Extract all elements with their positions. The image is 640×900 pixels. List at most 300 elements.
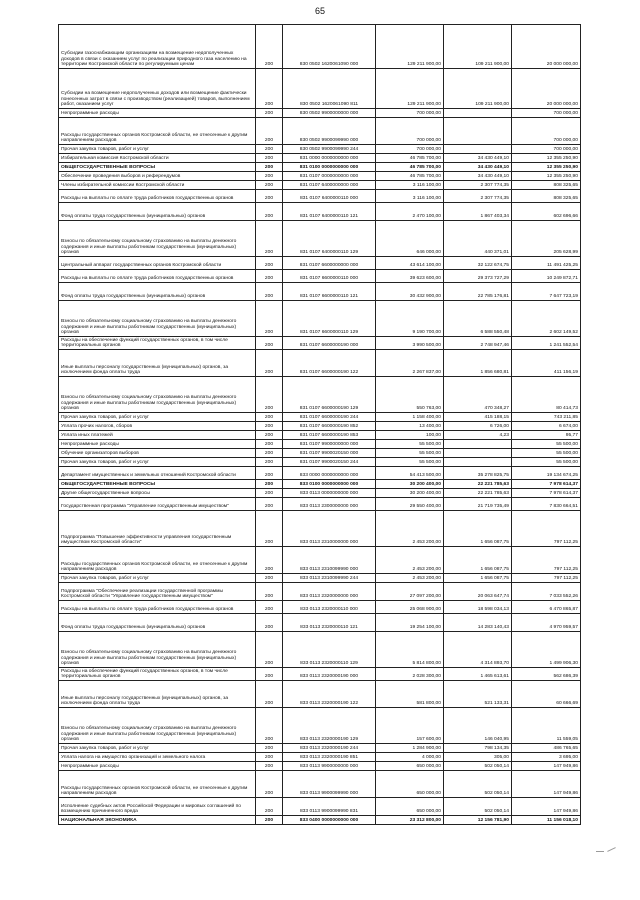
row-executed-cell: 109 211 900,00 [444,25,512,69]
row-line-code-cell: 200 [256,337,283,350]
table-row [59,337,581,350]
row-executed-cell: 35 278 825,75 [444,467,512,480]
row-line-code-cell: 200 [256,798,283,816]
row-executed-cell: 305,00 [444,753,512,762]
row-name-cell: Подпрограмма "Обеспечение реализации государственной программы Костромской области "Управление государственным имуществом" [59,583,256,601]
row-approved-cell: 4 000,00 [376,753,444,762]
row-executed-cell [444,440,512,449]
row-approved-cell: 5 814 800,00 [376,632,444,668]
row-executed-cell [444,145,512,154]
row-kbk-cell: 833 0113 2320000190 122 [283,681,376,708]
row-kbk-cell: 831 0107 6600000110 129 [283,301,376,337]
row-approved-cell: 43 614 100,00 [376,257,444,270]
row-name-cell: Взносы по обязательному социальному страхованию на выплаты денежного содержания и иные выплаты работникам государственных (муниципальных) органов [59,632,256,668]
row-executed-cell: 1 656 087,75 [444,511,512,547]
row-unexecuted-cell: 55 500,00 [512,440,581,449]
row-name-cell: Фонд оплаты труда государственных (муниципальных) органов [59,283,256,301]
table-row [59,744,581,753]
table-row [59,762,581,771]
row-approved-cell: 23 312 800,00 [376,816,444,825]
row-name-cell: ОБЩЕГОСУДАРСТВЕННЫЕ ВОПРОСЫ [59,163,256,172]
row-approved-cell: 100,00 [376,431,444,440]
row-line-code-cell: 200 [256,440,283,449]
row-executed-cell: 521 133,31 [444,681,512,708]
row-line-code-cell: 200 [256,458,283,467]
row-kbk-cell: 831 0107 6600000190 122 [283,350,376,377]
row-line-code-cell: 200 [256,574,283,583]
row-executed-cell: 1 656 087,75 [444,574,512,583]
table-row [59,257,581,270]
row-approved-cell: 2 453 200,00 [376,547,444,574]
row-name-cell: ОБЩЕГОСУДАРСТВЕННЫЕ ВОПРОСЫ [59,480,256,489]
row-unexecuted-cell: 7 033 552,26 [512,583,581,601]
row-unexecuted-cell: 562 686,39 [512,668,581,681]
row-unexecuted-cell: 700 000,00 [512,118,581,145]
row-unexecuted-cell: 11 491 425,25 [512,257,581,270]
scan-mark-decoration [596,846,618,856]
row-line-code-cell: 200 [256,498,283,511]
table-row [59,614,581,632]
row-executed-cell [444,109,512,118]
row-kbk-cell: 833 0113 0000000000 000 [283,489,376,498]
row-line-code-cell: 200 [256,270,283,283]
row-line-code-cell: 200 [256,377,283,413]
row-unexecuted-cell: 55 500,00 [512,458,581,467]
row-executed-cell: 502 050,14 [444,771,512,798]
row-name-cell: Взносы по обязательному социальному страхованию на выплаты денежного содержания и иные выплаты работникам государственных (муниципальных) органов [59,301,256,337]
row-kbk-cell: 833 0100 0000000000 000 [283,480,376,489]
row-line-code-cell: 200 [256,69,283,109]
row-approved-cell: 46 785 700,00 [376,163,444,172]
row-name-cell: НАЦИОНАЛЬНАЯ ЭКОНОМИКА [59,816,256,825]
row-line-code-cell: 200 [256,744,283,753]
row-executed-cell: 12 156 781,90 [444,816,512,825]
row-kbk-cell: 831 0107 6600000190 000 [283,337,376,350]
row-kbk-cell: 831 0107 6400000110 121 [283,203,376,221]
row-unexecuted-cell: 11 559,05 [512,708,581,744]
table-row [59,449,581,458]
table-row [59,145,581,154]
row-name-cell: Члены избирательной комиссии Костромской области [59,181,256,190]
row-unexecuted-cell: 797 112,25 [512,547,581,574]
row-name-cell: Государственная программа "Управление государственным имуществом" [59,498,256,511]
row-kbk-cell: 833 0113 2320000000 000 [283,583,376,601]
row-name-cell: Расходы государственных органов Костромской области, не отнесенные к другим направлениям расходов [59,118,256,145]
row-name-cell: Иные выплаты персоналу государственных (муниципальных) органов, за исключением фонда оплаты труда [59,350,256,377]
row-line-code-cell: 200 [256,422,283,431]
row-name-cell: Обучение организаторов выборов [59,449,256,458]
row-unexecuted-cell: 95,77 [512,431,581,440]
row-line-code-cell: 200 [256,163,283,172]
row-name-cell: Расходы на обеспечение функций государственных органов, в том числе территориальных органов [59,668,256,681]
row-approved-cell: 650 000,00 [376,771,444,798]
row-kbk-cell: 833 0113 2300000000 000 [283,498,376,511]
row-kbk-cell: 833 0113 2320000190 851 [283,753,376,762]
row-line-code-cell: 200 [256,668,283,681]
row-line-code-cell: 200 [256,547,283,574]
row-kbk-cell: 830 0502 1620061090 000 [283,25,376,69]
row-approved-cell: 30 200 400,00 [376,489,444,498]
row-unexecuted-cell: 147 949,86 [512,771,581,798]
row-unexecuted-cell: 11 156 018,10 [512,816,581,825]
row-name-cell: Уплата налога на имущество организаций и земельного налога [59,753,256,762]
row-line-code-cell: 200 [256,203,283,221]
row-approved-cell: 157 600,00 [376,708,444,744]
table-row [59,458,581,467]
row-kbk-cell: 831 0107 9900020150 244 [283,458,376,467]
row-line-code-cell: 200 [256,489,283,498]
row-approved-cell: 46 785 700,00 [376,154,444,163]
row-kbk-cell: 833 0113 2320000110 000 [283,601,376,614]
table-row [59,431,581,440]
row-name-cell: Прочая закупка товаров, работ и услуг [59,413,256,422]
row-kbk-cell: 833 0113 2320000110 129 [283,632,376,668]
table-row [59,547,581,574]
row-line-code-cell: 200 [256,221,283,257]
row-unexecuted-cell: 808 325,65 [512,181,581,190]
row-unexecuted-cell: 12 355 250,90 [512,154,581,163]
row-executed-cell: 502 050,14 [444,798,512,816]
row-line-code-cell: 200 [256,350,283,377]
row-name-cell: Субсидии на возмещение недополученных доходов или возмещение фактически понесенных затрат в связи с производством (реализацией) товаров, выполнением работ, оказанием услуг [59,69,256,109]
table-row [59,283,581,301]
row-executed-cell: 109 211 900,00 [444,69,512,109]
table-row [59,221,581,257]
row-approved-cell: 700 000,00 [376,118,444,145]
table-row [59,601,581,614]
row-kbk-cell: 833 0113 2320000110 121 [283,614,376,632]
row-executed-cell: 34 430 449,10 [444,163,512,172]
table-row [59,798,581,816]
table-row [59,489,581,498]
row-name-cell: Иные выплаты персоналу государственных (муниципальных) органов, за исключением фонда оплаты труда [59,681,256,708]
row-executed-cell: 22 785 176,81 [444,283,512,301]
row-name-cell: Взносы по обязательному социальному страхованию на выплаты денежного содержания и иные выплаты работникам государственных (муниципальных) органов [59,221,256,257]
row-line-code-cell: 200 [256,431,283,440]
row-approved-cell: 650 000,00 [376,798,444,816]
row-unexecuted-cell: 700 000,00 [512,145,581,154]
row-approved-cell: 646 000,00 [376,221,444,257]
row-executed-cell: 18 598 034,13 [444,601,512,614]
row-executed-cell: 1 867 403,34 [444,203,512,221]
row-approved-cell: 2 267 837,00 [376,350,444,377]
row-line-code-cell: 200 [256,753,283,762]
row-kbk-cell: 830 0502 9900099990 244 [283,145,376,154]
table-row [59,190,581,203]
table-row [59,270,581,283]
row-name-cell: Уплата прочих налогов, сборов [59,422,256,431]
row-line-code-cell: 200 [256,708,283,744]
table-row [59,109,581,118]
row-approved-cell: 1 158 400,00 [376,413,444,422]
row-line-code-cell: 200 [256,109,283,118]
row-name-cell: Уплата иных платежей [59,431,256,440]
row-kbk-cell: 831 0107 9900020150 000 [283,449,376,458]
table-row [59,422,581,431]
table-row [59,511,581,547]
row-kbk-cell: 833 0113 2320000190 000 [283,668,376,681]
row-line-code-cell: 200 [256,190,283,203]
row-approved-cell: 55 500,00 [376,458,444,467]
table-row [59,467,581,480]
row-executed-cell: 22 221 785,63 [444,489,512,498]
row-executed-cell [444,449,512,458]
row-name-cell: Расходы на выплаты по оплате труда работников государственных органов [59,270,256,283]
row-name-cell: Центральный аппарат государственных органов Костромской области [59,257,256,270]
row-approved-cell: 3 116 100,00 [376,181,444,190]
row-kbk-cell: 831 0107 6400000000 000 [283,181,376,190]
row-unexecuted-cell: 6 470 865,87 [512,601,581,614]
row-name-cell: Субсидии газоснабжающим организациям на возмещение недополученных доходов в связи с оказанием услуг по реализации природного газа населению на территории Костромской области по регулируемым ценам [59,25,256,69]
table-row [59,154,581,163]
row-unexecuted-cell: 7 978 614,37 [512,480,581,489]
table-row [59,708,581,744]
row-unexecuted-cell: 2 602 149,52 [512,301,581,337]
row-name-cell: Прочая закупка товаров, работ и услуг [59,458,256,467]
row-line-code-cell: 200 [256,467,283,480]
row-approved-cell: 650 000,00 [376,762,444,771]
row-approved-cell: 2 028 300,00 [376,668,444,681]
table-row [59,413,581,422]
row-kbk-cell: 833 0113 9900000000 000 [283,762,376,771]
table-row [59,480,581,489]
row-line-code-cell: 200 [256,301,283,337]
row-line-code-cell: 200 [256,257,283,270]
row-line-code-cell: 200 [256,181,283,190]
row-unexecuted-cell: 1 499 906,30 [512,632,581,668]
row-executed-cell: 470 348,27 [444,377,512,413]
table-row [59,753,581,762]
row-line-code-cell: 200 [256,413,283,422]
row-unexecuted-cell: 60 666,69 [512,681,581,708]
row-unexecuted-cell: 10 249 872,71 [512,270,581,283]
table-row [59,583,581,601]
row-unexecuted-cell: 55 500,00 [512,449,581,458]
row-kbk-cell: 833 0113 2320000190 129 [283,708,376,744]
row-unexecuted-cell: 700 000,00 [512,109,581,118]
row-kbk-cell: 833 0113 2320000190 244 [283,744,376,753]
row-unexecuted-cell: 12 355 250,90 [512,163,581,172]
row-approved-cell: 129 211 900,00 [376,25,444,69]
row-approved-cell: 27 097 200,00 [376,583,444,601]
row-name-cell: Взносы по обязательному социальному страхованию на выплаты денежного содержания и иные выплаты работникам государственных (муниципальных) органов [59,377,256,413]
table-row [59,574,581,583]
row-name-cell: Прочая закупка товаров, работ и услуг [59,744,256,753]
row-approved-cell: 3 116 100,00 [376,190,444,203]
row-unexecuted-cell: 411 156,19 [512,350,581,377]
row-executed-cell: 1 465 613,61 [444,668,512,681]
table-row [59,181,581,190]
row-name-cell: Непрограммные расходы [59,109,256,118]
row-line-code-cell: 200 [256,283,283,301]
row-kbk-cell: 833 0400 0000000000 000 [283,816,376,825]
row-kbk-cell: 833 0113 2310099990 244 [283,574,376,583]
row-line-code-cell: 200 [256,25,283,69]
row-executed-cell: 2 748 947,46 [444,337,512,350]
row-name-cell: Расходы государственных органов Костромской области, не отнесенные к другим направлениям расходов [59,547,256,574]
row-unexecuted-cell: 147 949,86 [512,762,581,771]
row-approved-cell: 581 800,00 [376,681,444,708]
row-unexecuted-cell: 12 355 250,90 [512,172,581,181]
row-name-cell: Исполнение судебных актов Российской Федерации и мировых соглашений по возмещению причиненного вреда [59,798,256,816]
table-row [59,668,581,681]
row-unexecuted-cell: 797 112,25 [512,511,581,547]
row-kbk-cell: 831 0107 9900000000 000 [283,440,376,449]
row-kbk-cell: 830 0502 1620061090 811 [283,69,376,109]
row-approved-cell: 550 763,00 [376,377,444,413]
table-row [59,163,581,172]
row-kbk-cell: 831 0100 0000000000 000 [283,163,376,172]
row-unexecuted-cell: 1 241 552,54 [512,337,581,350]
row-line-code-cell: 200 [256,511,283,547]
row-approved-cell: 54 413 500,00 [376,467,444,480]
row-line-code-cell: 200 [256,172,283,181]
row-approved-cell: 55 500,00 [376,449,444,458]
row-executed-cell: 2 307 774,35 [444,181,512,190]
row-name-cell: Прочая закупка товаров, работ и услуг [59,574,256,583]
row-approved-cell: 700 000,00 [376,145,444,154]
row-line-code-cell: 200 [256,601,283,614]
row-name-cell: Обеспечение проведения выборов и референдумов [59,172,256,181]
row-executed-cell: 32 122 674,75 [444,257,512,270]
row-executed-cell: 6 588 550,48 [444,301,512,337]
row-executed-cell: 22 221 785,63 [444,480,512,489]
row-unexecuted-cell: 4 970 959,57 [512,614,581,632]
row-kbk-cell: 833 0113 9900099990 000 [283,771,376,798]
row-unexecuted-cell: 80 414,73 [512,377,581,413]
row-executed-cell: 440 371,01 [444,221,512,257]
row-line-code-cell: 200 [256,449,283,458]
table-row [59,203,581,221]
row-approved-cell: 55 500,00 [376,440,444,449]
table-row [59,498,581,511]
row-name-cell: Непрограммные расходы [59,762,256,771]
row-executed-cell: 34 430 449,10 [444,172,512,181]
row-name-cell: Прочая закупка товаров, работ и услуг [59,145,256,154]
row-unexecuted-cell: 486 765,65 [512,744,581,753]
row-unexecuted-cell: 147 949,86 [512,798,581,816]
budget-table [58,24,581,825]
row-unexecuted-cell: 808 325,65 [512,190,581,203]
row-approved-cell: 30 432 900,00 [376,283,444,301]
row-line-code-cell: 200 [256,816,283,825]
row-executed-cell: 29 373 727,29 [444,270,512,283]
row-name-cell: Фонд оплаты труда государственных (муниципальных) органов [59,203,256,221]
table-row [59,377,581,413]
row-executed-cell: 502 050,14 [444,762,512,771]
row-name-cell: Расходы на выплаты по оплате труда работников государственных органов [59,601,256,614]
row-kbk-cell: 831 0107 6600000190 852 [283,422,376,431]
row-kbk-cell: 831 0107 6600000190 129 [283,377,376,413]
row-kbk-cell: 833 0113 9900099990 831 [283,798,376,816]
row-name-cell: Расходы государственных органов Костромской области, не отнесенные к другим направлениям расходов [59,771,256,798]
row-executed-cell: 415 188,15 [444,413,512,422]
row-executed-cell: 1 856 680,81 [444,350,512,377]
row-executed-cell: 4 314 893,70 [444,632,512,668]
row-executed-cell: 20 063 647,74 [444,583,512,601]
row-line-code-cell: 200 [256,145,283,154]
table-row [59,632,581,668]
row-approved-cell: 39 623 600,00 [376,270,444,283]
row-name-cell: Расходы на выплаты по оплате труда работников государственных органов [59,190,256,203]
row-line-code-cell: 200 [256,118,283,145]
row-approved-cell: 2 453 200,00 [376,574,444,583]
row-approved-cell: 3 990 500,00 [376,337,444,350]
row-approved-cell: 2 453 200,00 [376,511,444,547]
row-line-code-cell: 200 [256,480,283,489]
table-row [59,301,581,337]
row-kbk-cell: 831 0107 6600000000 000 [283,257,376,270]
row-executed-cell [444,458,512,467]
row-unexecuted-cell: 20 000 000,00 [512,25,581,69]
row-unexecuted-cell: 743 211,85 [512,413,581,422]
row-executed-cell: 21 719 735,49 [444,498,512,511]
row-executed-cell: 14 283 140,43 [444,614,512,632]
row-line-code-cell: 200 [256,771,283,798]
row-kbk-cell: 833 0113 2310000000 000 [283,511,376,547]
row-executed-cell: 34 430 449,10 [444,154,512,163]
row-kbk-cell: 831 0107 6600000190 853 [283,431,376,440]
row-approved-cell: 700 000,00 [376,109,444,118]
row-name-cell: Фонд оплаты труда государственных (муниципальных) органов [59,614,256,632]
row-approved-cell: 30 200 400,00 [376,480,444,489]
row-name-cell: Подпрограмма "Повышение эффективности управления государственным имуществом Костромской области" [59,511,256,547]
row-unexecuted-cell: 7 830 664,51 [512,498,581,511]
row-approved-cell: 19 254 100,00 [376,614,444,632]
row-unexecuted-cell: 797 112,25 [512,574,581,583]
row-unexecuted-cell: 6 674,00 [512,422,581,431]
row-kbk-cell: 831 0107 6600000190 244 [283,413,376,422]
row-kbk-cell: 833 0000 0000000000 000 [283,467,376,480]
table-row [59,350,581,377]
table-row [59,118,581,145]
table-row [59,681,581,708]
row-kbk-cell: 831 0107 6400000110 129 [283,221,376,257]
row-unexecuted-cell: 20 000 000,00 [512,69,581,109]
row-executed-cell: 146 040,95 [444,708,512,744]
row-name-cell: Другие общегосударственные вопросы [59,489,256,498]
page-number: 65 [314,6,325,16]
row-approved-cell: 25 068 900,00 [376,601,444,614]
row-unexecuted-cell: 205 628,99 [512,221,581,257]
row-kbk-cell: 830 0502 9900099990 000 [283,118,376,145]
row-name-cell: Непрограммные расходы [59,440,256,449]
row-name-cell: Избирательная комиссия Костромской области [59,154,256,163]
row-executed-cell: 4,23 [444,431,512,440]
row-approved-cell: 9 190 700,00 [376,301,444,337]
row-kbk-cell: 831 0107 6600000110 000 [283,270,376,283]
row-unexecuted-cell: 3 695,00 [512,753,581,762]
row-approved-cell: 29 550 400,00 [376,498,444,511]
budget-table-body [59,25,581,825]
row-kbk-cell: 830 0502 9900000000 000 [283,109,376,118]
row-executed-cell: 798 134,35 [444,744,512,753]
row-name-cell: Департамент имущественных и земельных отношений Костромской области [59,467,256,480]
row-kbk-cell: 831 0107 6400000110 000 [283,190,376,203]
table-row [59,816,581,825]
row-executed-cell: 2 307 774,35 [444,190,512,203]
row-line-code-cell: 200 [256,762,283,771]
row-unexecuted-cell: 19 134 674,25 [512,467,581,480]
row-unexecuted-cell: 7 978 614,37 [512,489,581,498]
table-row [59,771,581,798]
row-line-code-cell: 200 [256,681,283,708]
table-row [59,440,581,449]
row-executed-cell: 6 726,00 [444,422,512,431]
row-name-cell: Взносы по обязательному социальному страхованию на выплаты денежного содержания и иные выплаты работникам государственных (муниципальных) органов [59,708,256,744]
row-executed-cell: 1 656 087,75 [444,547,512,574]
row-approved-cell: 46 785 700,00 [376,172,444,181]
